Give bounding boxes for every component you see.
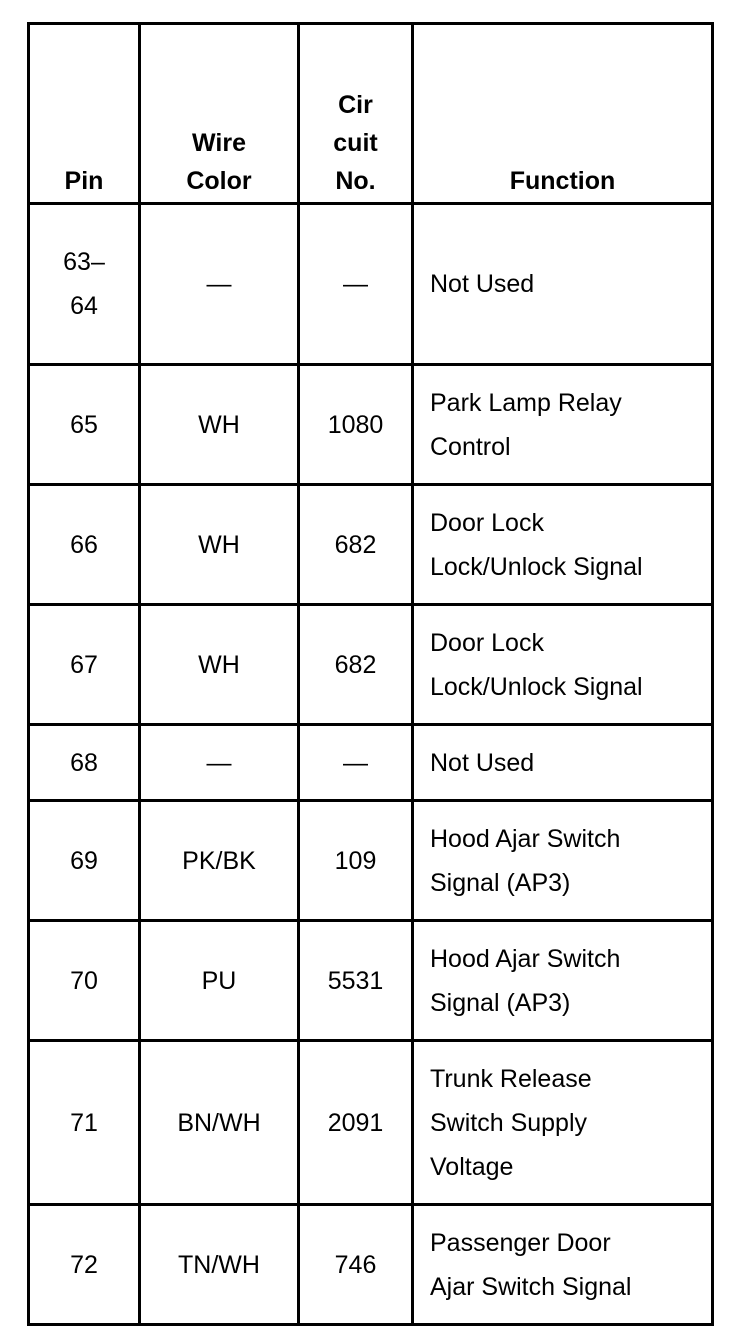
header-circuit-no-line: Cir <box>338 91 373 119</box>
function-text: Passenger Door <box>430 1228 611 1257</box>
table-row <box>29 801 713 921</box>
circuit-cell: 746 <box>299 1205 413 1325</box>
function-cell <box>413 605 713 725</box>
wire-color-cell: — <box>140 725 299 801</box>
header-row <box>29 24 713 204</box>
circuit-cell: 682 <box>299 605 413 725</box>
pin-text: 72 <box>70 1250 98 1279</box>
circuit-cell: 682 <box>299 485 413 605</box>
pin-text: 63– <box>63 248 105 276</box>
function-text: Control <box>430 432 511 461</box>
wire-color-cell: WH <box>140 485 299 605</box>
pin-text: 71 <box>70 1108 98 1137</box>
pin-cell <box>29 365 140 485</box>
function-text: Voltage <box>430 1152 514 1181</box>
header-function-line: Function <box>509 167 616 195</box>
function-cell <box>413 801 713 921</box>
function-cell <box>413 725 713 801</box>
pin-cell <box>29 725 140 801</box>
pin-text: 65 <box>70 410 98 439</box>
table-row <box>29 365 713 485</box>
function-cell <box>413 365 713 485</box>
function-text: Hood Ajar Switch <box>430 824 621 853</box>
pin-text: 64 <box>70 292 98 320</box>
pin-text: 66 <box>70 530 98 559</box>
pin-cell <box>29 801 140 921</box>
table-row <box>29 1041 713 1205</box>
connector-pinout-table <box>27 22 714 1326</box>
function-text: Switch Supply <box>430 1108 588 1137</box>
pin-text: 68 <box>70 748 98 777</box>
header-wire-color <box>140 24 299 204</box>
header-circuit-no <box>299 24 413 204</box>
header-pin <box>29 24 140 204</box>
table-row <box>29 485 713 605</box>
function-text: Lock/Unlock Signal <box>430 672 643 701</box>
connector-pinout-table-container <box>27 22 714 1326</box>
circuit-cell: 2091 <box>299 1041 413 1205</box>
function-cell <box>413 1205 713 1325</box>
function-cell <box>413 204 713 365</box>
wire-color-cell: PU <box>140 921 299 1041</box>
function-text: Trunk Release <box>430 1064 592 1093</box>
function-text: Signal (AP3) <box>430 868 571 897</box>
function-cell <box>413 1041 713 1205</box>
function-text: Door Lock <box>430 508 544 537</box>
function-text: Ajar Switch Signal <box>430 1272 632 1301</box>
function-text: Door Lock <box>430 628 544 657</box>
function-text: Hood Ajar Switch <box>430 944 621 973</box>
circuit-cell: 109 <box>299 801 413 921</box>
table-row <box>29 605 713 725</box>
header-circuit-no-line: cuit <box>333 129 378 157</box>
function-text: Not Used <box>430 748 535 777</box>
pin-text: 70 <box>70 966 98 995</box>
function-text: Signal (AP3) <box>430 988 571 1017</box>
wire-color-cell: WH <box>140 365 299 485</box>
wire-color-cell: — <box>140 204 299 365</box>
header-pin-line: Pin <box>64 167 104 195</box>
header-wire-color-line: Wire <box>192 129 246 157</box>
pin-cell <box>29 1205 140 1325</box>
pin-text: 69 <box>70 846 98 875</box>
wire-color-cell: WH <box>140 605 299 725</box>
wire-color-cell: TN/WH <box>140 1205 299 1325</box>
function-text: Park Lamp Relay <box>430 388 622 417</box>
pin-cell <box>29 204 140 365</box>
wire-color-cell: BN/WH <box>140 1041 299 1205</box>
pin-text: 67 <box>70 650 98 679</box>
wire-color-cell: PK/BK <box>140 801 299 921</box>
table-row <box>29 921 713 1041</box>
table-row <box>29 204 713 365</box>
circuit-cell: 1080 <box>299 365 413 485</box>
function-text: Lock/Unlock Signal <box>430 552 643 581</box>
pin-cell <box>29 1041 140 1205</box>
function-text: Not Used <box>430 270 535 298</box>
pin-cell <box>29 605 140 725</box>
table-row <box>29 725 713 801</box>
pin-cell <box>29 921 140 1041</box>
header-function <box>413 24 713 204</box>
function-cell <box>413 485 713 605</box>
table-row <box>29 1205 713 1325</box>
circuit-cell: — <box>299 204 413 365</box>
circuit-cell: — <box>299 725 413 801</box>
pin-cell <box>29 485 140 605</box>
header-wire-color-line: Color <box>186 167 252 195</box>
header-circuit-no-line: No. <box>335 167 376 195</box>
circuit-cell: 5531 <box>299 921 413 1041</box>
function-cell <box>413 921 713 1041</box>
